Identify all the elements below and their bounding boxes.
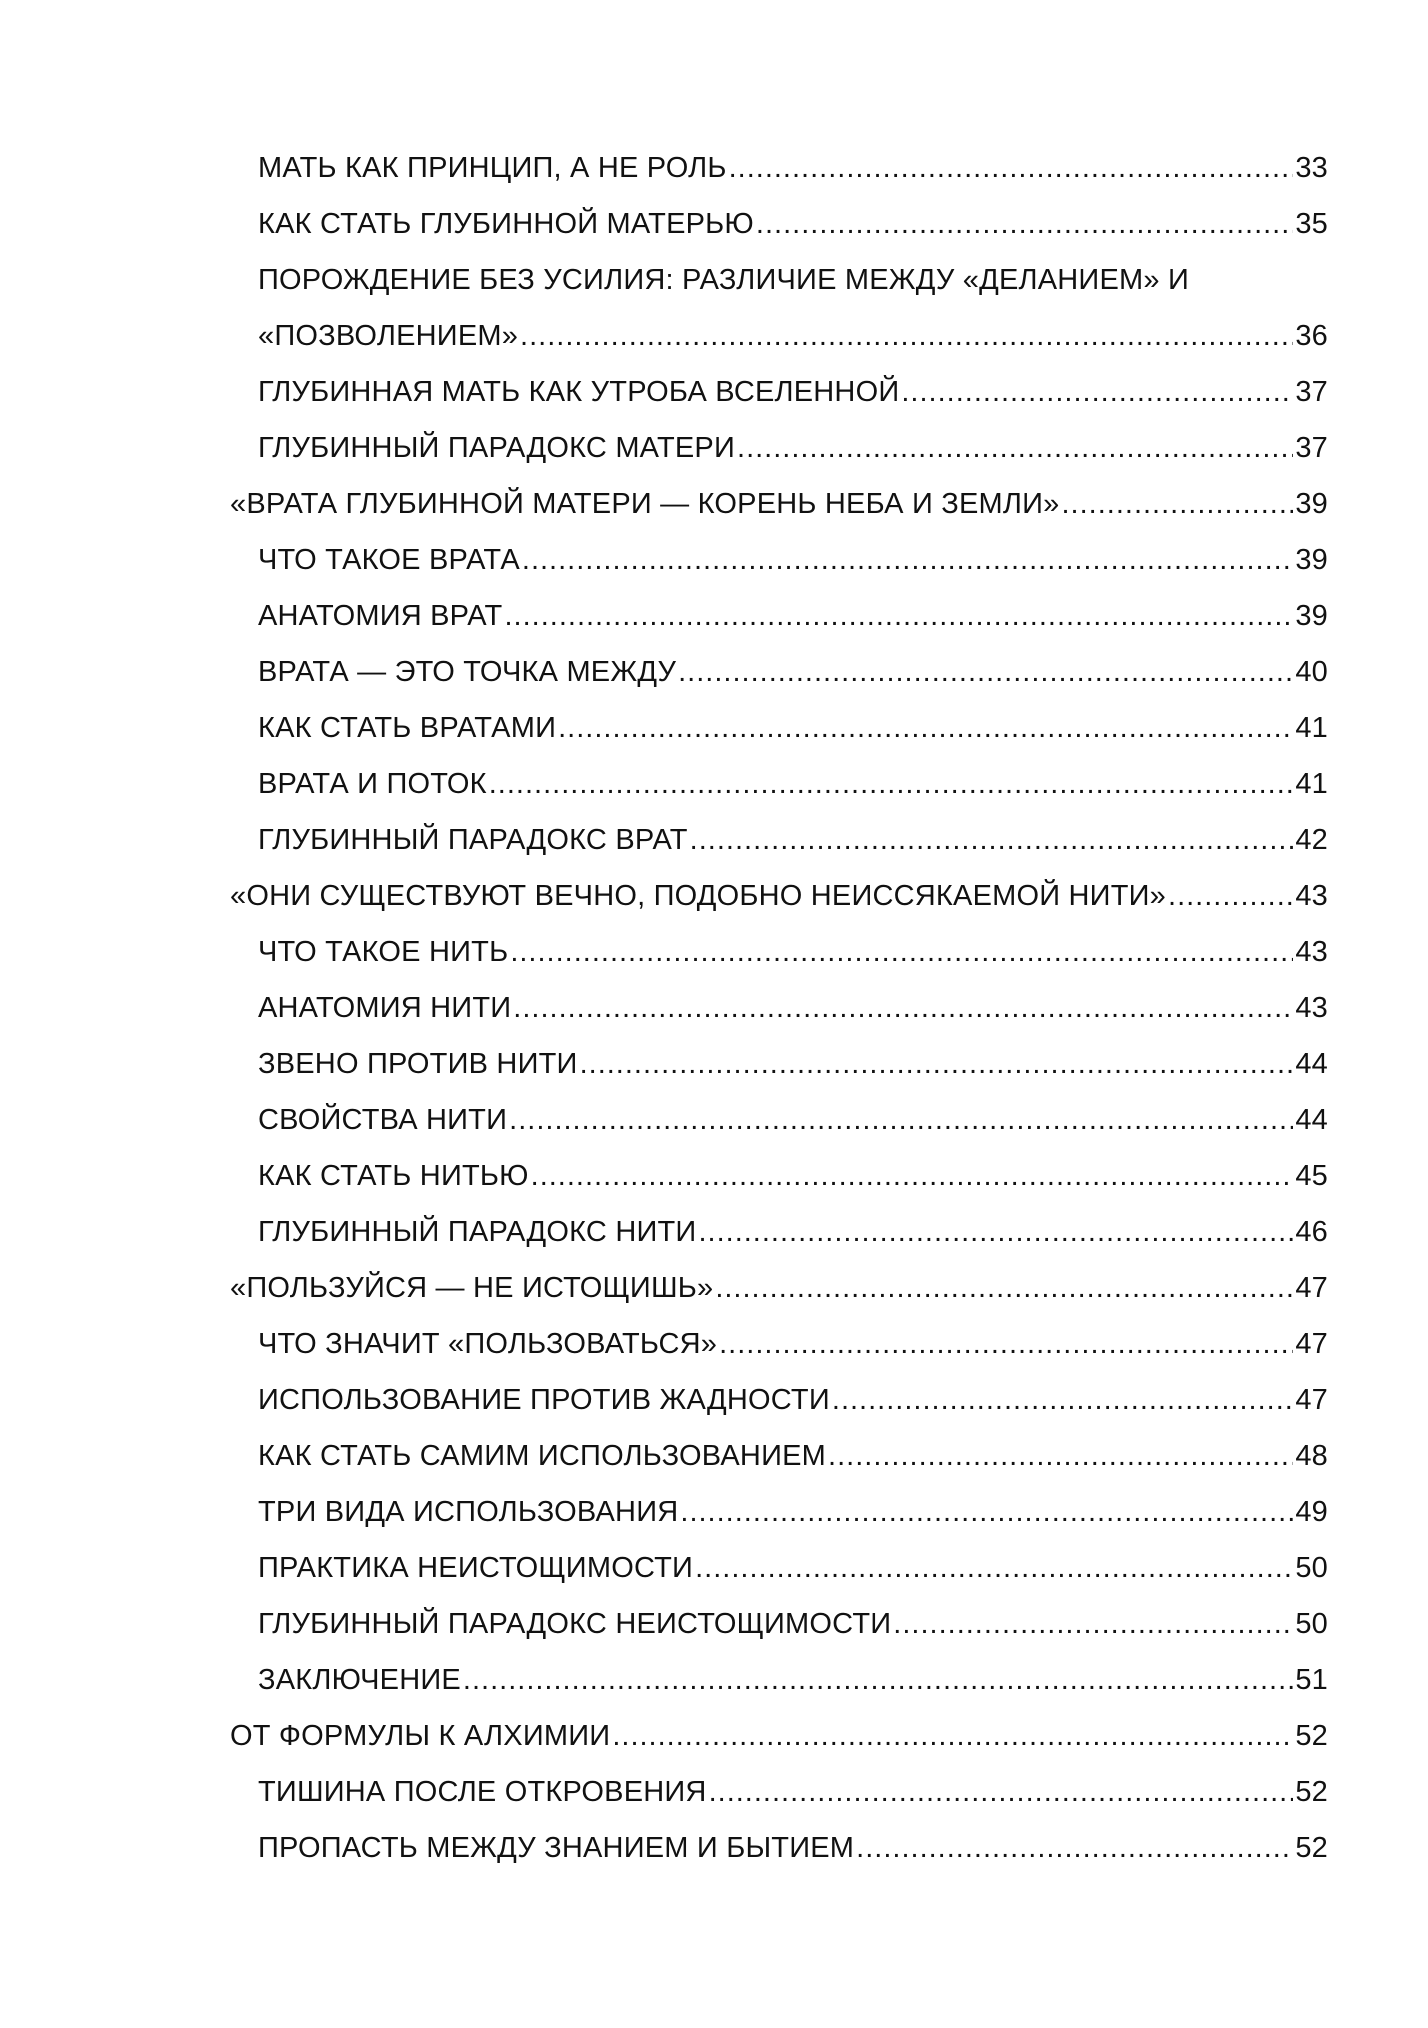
- toc-entry[interactable]: [258, 700, 1328, 756]
- toc-entry[interactable]: [258, 1316, 1328, 1372]
- toc-entry[interactable]: [230, 868, 1328, 924]
- toc-entry[interactable]: [258, 1372, 1328, 1428]
- toc-page-number: 46: [1295, 1216, 1328, 1248]
- dot-leader: [698, 1204, 1293, 1260]
- dot-leader: [832, 1372, 1293, 1428]
- toc-entry[interactable]: [258, 644, 1328, 700]
- toc-entry[interactable]: [258, 812, 1328, 868]
- dot-leader: [715, 1260, 1293, 1316]
- dot-leader: [513, 980, 1293, 1036]
- toc-entry-title: ПРОПАСТЬ МЕЖДУ ЗНАНИЕМ И БЫТИЕМ: [258, 1832, 855, 1864]
- toc-entry[interactable]: [230, 1708, 1328, 1764]
- toc-page-number: 44: [1295, 1104, 1328, 1136]
- toc-entry-title: КАК СТАТЬ ГЛУБИННОЙ МАТЕРЬЮ: [258, 208, 754, 240]
- toc-page-number: 41: [1295, 768, 1328, 800]
- dot-leader: [1168, 868, 1293, 924]
- dot-leader: [893, 1596, 1293, 1652]
- toc-page-number: 52: [1295, 1720, 1328, 1752]
- toc-page-number: 52: [1295, 1776, 1328, 1808]
- dot-leader: [678, 644, 1293, 700]
- toc-page-number: 37: [1295, 432, 1328, 464]
- dot-leader: [463, 1652, 1293, 1708]
- toc-entry-title: ТРИ ВИДА ИСПОЛЬЗОВАНИЯ: [258, 1496, 679, 1528]
- dot-leader: [737, 420, 1293, 476]
- toc-entry-title: ГЛУБИННЫЙ ПАРАДОКС МАТЕРИ: [258, 432, 736, 464]
- toc-entry[interactable]: [258, 1204, 1328, 1260]
- toc-entry-title: КАК СТАТЬ САМИМ ИСПОЛЬЗОВАНИЕМ: [258, 1440, 827, 1472]
- toc-entry-title: ЧТО ТАКОЕ НИТЬ: [258, 936, 509, 968]
- toc-entry-title: ГЛУБИННАЯ МАТЬ КАК УТРОБА ВСЕЛЕННОЙ: [258, 376, 900, 408]
- toc-entry-title: ПРАКТИКА НЕИСТОЩИМОСТИ: [258, 1552, 694, 1584]
- toc-entry-title-line1: ПОРОЖДЕНИЕ БЕЗ УСИЛИЯ: РАЗЛИЧИЕ МЕЖДУ «ДЕЛАНИЕМ» И: [258, 264, 1190, 296]
- toc-page-number: 35: [1295, 208, 1328, 240]
- toc-entry[interactable]: [258, 252, 1328, 364]
- toc-entry-title: ГЛУБИННЫЙ ПАРАДОКС ВРАТ: [258, 824, 688, 856]
- toc-page-number: 47: [1295, 1384, 1328, 1416]
- toc-entry[interactable]: [258, 1820, 1328, 1876]
- toc-entry[interactable]: [258, 1484, 1328, 1540]
- dot-leader: [580, 1036, 1294, 1092]
- dot-leader: [719, 1316, 1293, 1372]
- dot-leader: [522, 532, 1293, 588]
- toc-page-number: 43: [1295, 880, 1328, 912]
- toc-page-number: 43: [1295, 936, 1328, 968]
- toc-entry[interactable]: [258, 1148, 1328, 1204]
- toc-entry-title: ЗВЕНО ПРОТИВ НИТИ: [258, 1048, 578, 1080]
- dot-leader: [520, 308, 1293, 364]
- dot-leader: [856, 1820, 1293, 1876]
- toc-entry-title: МАТЬ КАК ПРИНЦИП, А НЕ РОЛЬ: [258, 152, 727, 184]
- toc-page-number: 39: [1295, 544, 1328, 576]
- toc-entry[interactable]: [258, 1036, 1328, 1092]
- toc-entry-title: ТИШИНА ПОСЛЕ ОТКРОВЕНИЯ: [258, 1776, 707, 1808]
- toc-entry[interactable]: [258, 1764, 1328, 1820]
- toc-entry-title: АНАТОМИЯ ВРАТ: [258, 600, 503, 632]
- toc-entry[interactable]: [258, 980, 1328, 1036]
- dot-leader: [510, 924, 1293, 980]
- toc-entry[interactable]: [258, 1540, 1328, 1596]
- dot-leader: [558, 700, 1293, 756]
- toc-page-number: 37: [1295, 376, 1328, 408]
- toc-entry-title: КАК СТАТЬ НИТЬЮ: [258, 1160, 529, 1192]
- dot-leader: [531, 1148, 1294, 1204]
- toc-entry[interactable]: [258, 420, 1328, 476]
- toc-page-number: 45: [1295, 1160, 1328, 1192]
- toc-page-number: 47: [1295, 1272, 1328, 1304]
- toc-entry[interactable]: [258, 140, 1328, 196]
- toc-entry[interactable]: [258, 1092, 1328, 1148]
- toc-page-number: 48: [1295, 1440, 1328, 1472]
- toc-page-number: 42: [1295, 824, 1328, 856]
- toc-entry[interactable]: [258, 756, 1328, 812]
- dot-leader: [756, 196, 1293, 252]
- toc-page-number: 47: [1295, 1328, 1328, 1360]
- toc-entry[interactable]: [258, 532, 1328, 588]
- dot-leader: [680, 1484, 1293, 1540]
- dot-leader: [828, 1428, 1293, 1484]
- dot-leader: [489, 756, 1294, 812]
- toc-entry-title: «ВРАТА ГЛУБИННОЙ МАТЕРИ — КОРЕНЬ НЕБА И ЗЕМЛИ»: [230, 488, 1060, 520]
- toc-page-number: 52: [1295, 1832, 1328, 1864]
- toc-entry[interactable]: [258, 196, 1328, 252]
- toc-entry-title: ЧТО ЗНАЧИТ «ПОЛЬЗОВАТЬСЯ»: [258, 1328, 718, 1360]
- toc-entry-title: «ПОЛЬЗУЙСЯ — НЕ ИСТОЩИШЬ»: [230, 1272, 714, 1304]
- toc-page-number: 50: [1295, 1552, 1328, 1584]
- dot-leader: [901, 364, 1293, 420]
- toc-entry-title: «ОНИ СУЩЕСТВУЮТ ВЕЧНО, ПОДОБНО НЕИССЯКАЕМОЙ НИТИ»: [230, 880, 1167, 912]
- toc-entry-title: ГЛУБИННЫЙ ПАРАДОКС НИТИ: [258, 1216, 697, 1248]
- toc-entry-title: КАК СТАТЬ ВРАТАМИ: [258, 712, 557, 744]
- toc-page-number: 39: [1295, 488, 1328, 520]
- toc-entry-title: ОТ ФОРМУЛЫ К АЛХИМИИ: [230, 1720, 611, 1752]
- toc-page-number: 43: [1295, 992, 1328, 1024]
- toc-entry-title: «ПОЗВОЛЕНИЕМ»: [258, 320, 519, 352]
- toc-page-number: 51: [1295, 1664, 1328, 1696]
- toc-entry-title: ИСПОЛЬЗОВАНИЕ ПРОТИВ ЖАДНОСТИ: [258, 1384, 830, 1416]
- toc-page-number: 33: [1295, 152, 1328, 184]
- toc-entry[interactable]: [258, 364, 1328, 420]
- dot-leader: [504, 588, 1293, 644]
- dot-leader: [1061, 476, 1293, 532]
- toc-entry[interactable]: [258, 1428, 1328, 1484]
- dot-leader: [729, 140, 1294, 196]
- toc-entry-title: АНАТОМИЯ НИТИ: [258, 992, 512, 1024]
- toc-page-number: 41: [1295, 712, 1328, 744]
- toc-entry-title: ВРАТА — ЭТО ТОЧКА МЕЖДУ: [258, 656, 677, 688]
- toc-page-number: 50: [1295, 1608, 1328, 1640]
- toc-entry-title: ЗАКЛЮЧЕНИЕ: [258, 1664, 461, 1696]
- toc-entry-title: ВРАТА И ПОТОК: [258, 768, 487, 800]
- dot-leader: [709, 1764, 1294, 1820]
- toc-page-number: 36: [1295, 320, 1328, 352]
- toc-entry[interactable]: [258, 924, 1328, 980]
- toc-page-number: 44: [1295, 1048, 1328, 1080]
- toc-entry-title: СВОЙСТВА НИТИ: [258, 1104, 508, 1136]
- toc-entry[interactable]: [258, 1652, 1328, 1708]
- toc-page-number: 39: [1295, 600, 1328, 632]
- toc-entry[interactable]: [230, 476, 1328, 532]
- dot-leader: [509, 1092, 1293, 1148]
- dot-leader: [690, 812, 1294, 868]
- toc-entry[interactable]: [230, 1260, 1328, 1316]
- toc-entry-title: ГЛУБИННЫЙ ПАРАДОКС НЕИСТОЩИМОСТИ: [258, 1608, 892, 1640]
- toc-page-number: 40: [1295, 656, 1328, 688]
- dot-leader: [695, 1540, 1293, 1596]
- toc-entry[interactable]: [258, 588, 1328, 644]
- dot-leader: [612, 1708, 1293, 1764]
- toc-entry-title: ЧТО ТАКОЕ ВРАТА: [258, 544, 520, 576]
- toc-page-number: 49: [1295, 1496, 1328, 1528]
- toc-entry[interactable]: [258, 1596, 1328, 1652]
- table-of-contents: [230, 140, 1328, 1876]
